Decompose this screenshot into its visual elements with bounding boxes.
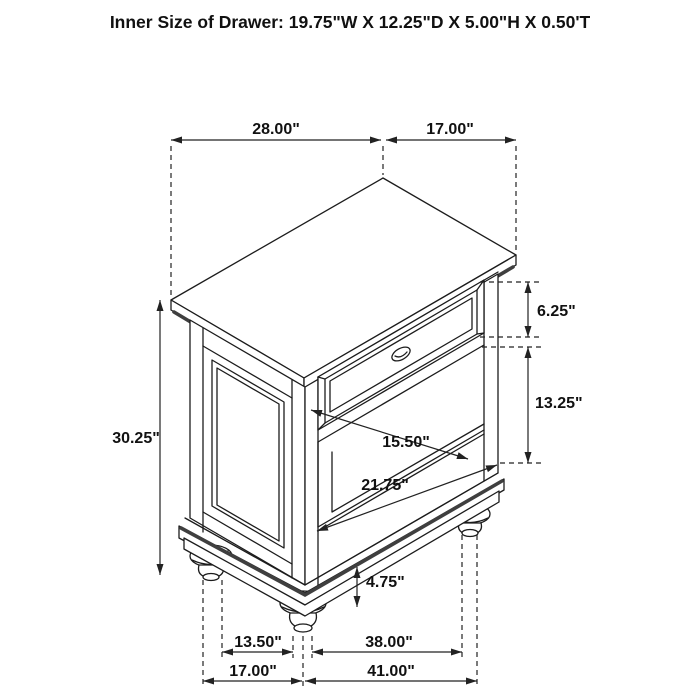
dim-overall-height-label: 30.25" (112, 430, 160, 447)
dim-overall-height (112, 300, 163, 575)
dim-top-width-label: 28.00" (252, 121, 300, 138)
dim-foot-height-label: 4.75" (366, 574, 405, 591)
dim-top-depth-label: 17.00" (426, 121, 474, 138)
nightstand-drawing (171, 178, 516, 632)
dim-shelf-depth-label: 15.50" (382, 434, 430, 451)
dim-base-depth-label: 17.00" (229, 663, 277, 680)
dim-opening-height-label: 13.25" (535, 395, 583, 412)
dim-shelf-width-label: 21.75" (361, 477, 409, 494)
dim-leg-span-width-label: 38.00" (365, 634, 413, 651)
diagram-title: Inner Size of Drawer: 19.75"W X 12.25"D X 5.00"H X 0.50'T (109, 12, 591, 32)
dim-drawer-height-label: 6.25" (537, 303, 576, 320)
dim-base-width-label: 41.00" (367, 663, 415, 680)
dim-leg-inset-depth-label: 13.50" (234, 634, 282, 651)
